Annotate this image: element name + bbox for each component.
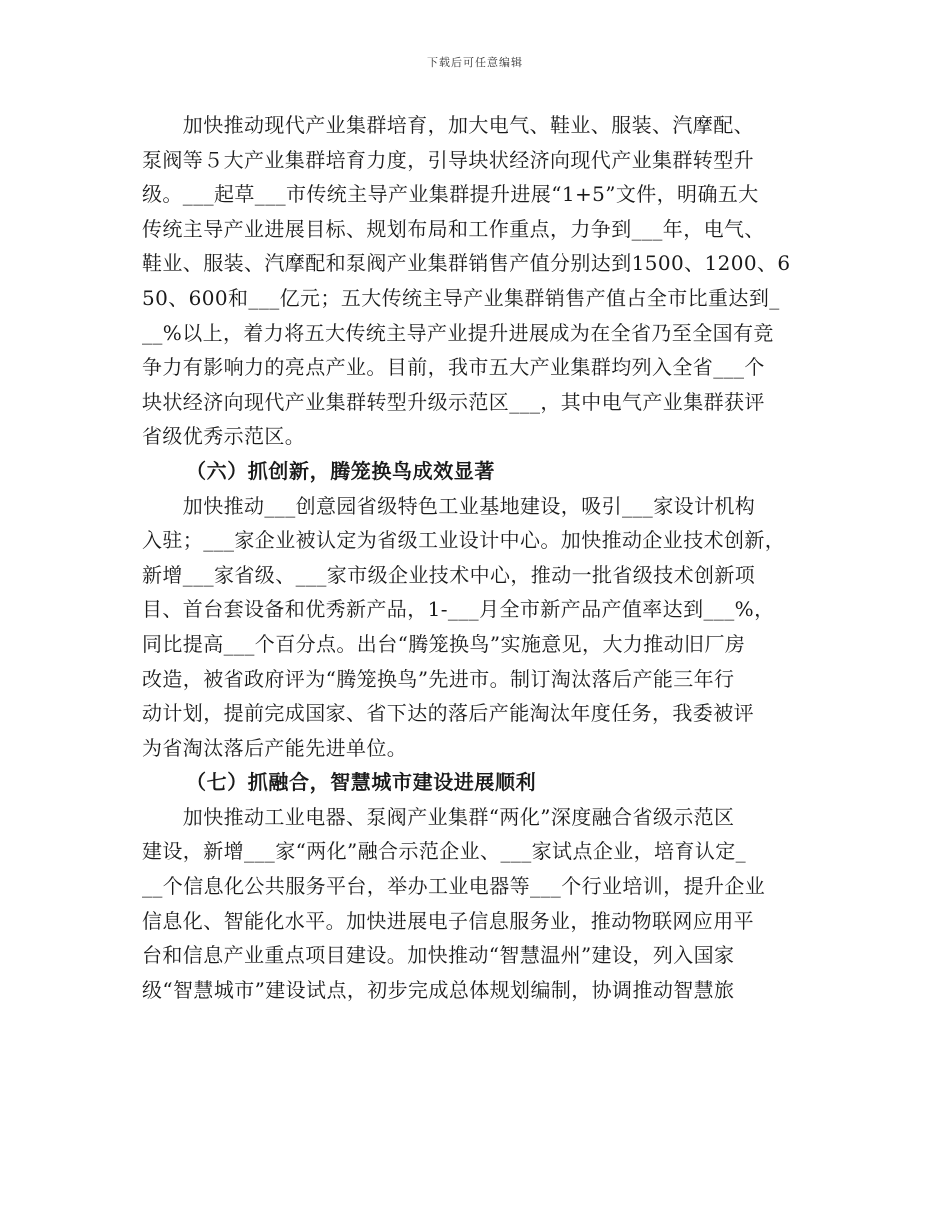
section-heading-six: （六）抓创新，腾笼换鸟成效显著 [186, 458, 495, 483]
paragraph-line: 传统主导产业进展目标、规划布局和工作重点，力争到___年，电气、 [142, 216, 765, 241]
paragraph-line: 新增___家省级、___家市级企业技术中心，推动一批省级技术创新项 [142, 562, 756, 587]
paragraph-line: 50、600和___亿元；五大传统主导产业集群销售产值占全市比重达到_ [142, 285, 780, 310]
paragraph-line: 鞋业、服装、汽摩配和泵阀产业集群销售产值分别达到1500、1200、6 [142, 251, 791, 276]
paragraph-line: 目、首台套设备和优秀新产品，1-___月全市新产品产值率达到___%， [142, 597, 775, 622]
paragraph-line: 动计划，提前完成国家、省下达的落后产能淘汰年度任务，我委被评 [142, 701, 754, 726]
paragraph-line: 泵阀等５大产业集群培育力度，引导块状经济向现代产业集群转型升 [142, 147, 754, 172]
paragraph-line: 建设，新增___家“两化”融合示范企业、___家试点企业，培育认定_ [142, 839, 747, 864]
paragraph-line: __%以上，着力将五大传统主导产业提升进展成为在全省乃至全国有竞 [142, 320, 774, 345]
paragraph-line: 争力有影响力的亮点产业。目前，我市五大产业集群均列入全省___个 [142, 355, 765, 380]
paragraph-line: 加快推动___创意园省级特色工业基地建设，吸引___家设计机构 [142, 493, 756, 518]
paragraph-line: 改造，被省政府评为“腾笼换鸟”先进市。制订淘汰落后产能三年行 [142, 666, 735, 691]
page-header-note: 下载后可任意编辑 [427, 56, 523, 69]
paragraph-line: 入驻；___家企业被认定为省级工业设计中心。加快推动企业技术创新， [142, 528, 786, 553]
paragraph-line: 加快推动现代产业集群培育，加大电气、鞋业、服装、汽摩配、 [142, 113, 754, 137]
paragraph-line: 块状经济向现代产业集群转型升级示范区___，其中电气产业集群获评 [142, 389, 765, 414]
paragraph-line: __个信息化公共服务平台，举办工业电器等___个行业培训，提升企业 [142, 874, 766, 899]
paragraph-line: 同比提高___个百分点。出台“腾笼换鸟”实施意见，大力推动旧厂房 [142, 631, 746, 656]
document-body [142, 108, 812, 1007]
paragraph-line: 加快推动工业电器、泵阀产业集群“两化”深度融合省级示范区 [142, 804, 735, 829]
paragraph-line: 为省淘汰落后产能先进单位。 [142, 735, 408, 760]
paragraph-line: 级。___起草___市传统主导产业集群提升进展“1+5”文件，明确五大 [142, 182, 759, 207]
paragraph-line: 级“智慧城市”建设试点，初步完成总体规划编制，协调推动智慧旅 [142, 977, 735, 1002]
section-heading-seven: （七）抓融合，智慧城市建设进展顺利 [186, 770, 537, 795]
paragraph-line: 台和信息产业重点项目建设。加快推动“智慧温州”建设，列入国家 [142, 943, 735, 968]
paragraph-line: 省级优秀示范区。 [142, 424, 306, 449]
paragraph-line: 信息化、智能化水平。加快进展电子信息服务业，推动物联网应用平 [142, 908, 754, 933]
